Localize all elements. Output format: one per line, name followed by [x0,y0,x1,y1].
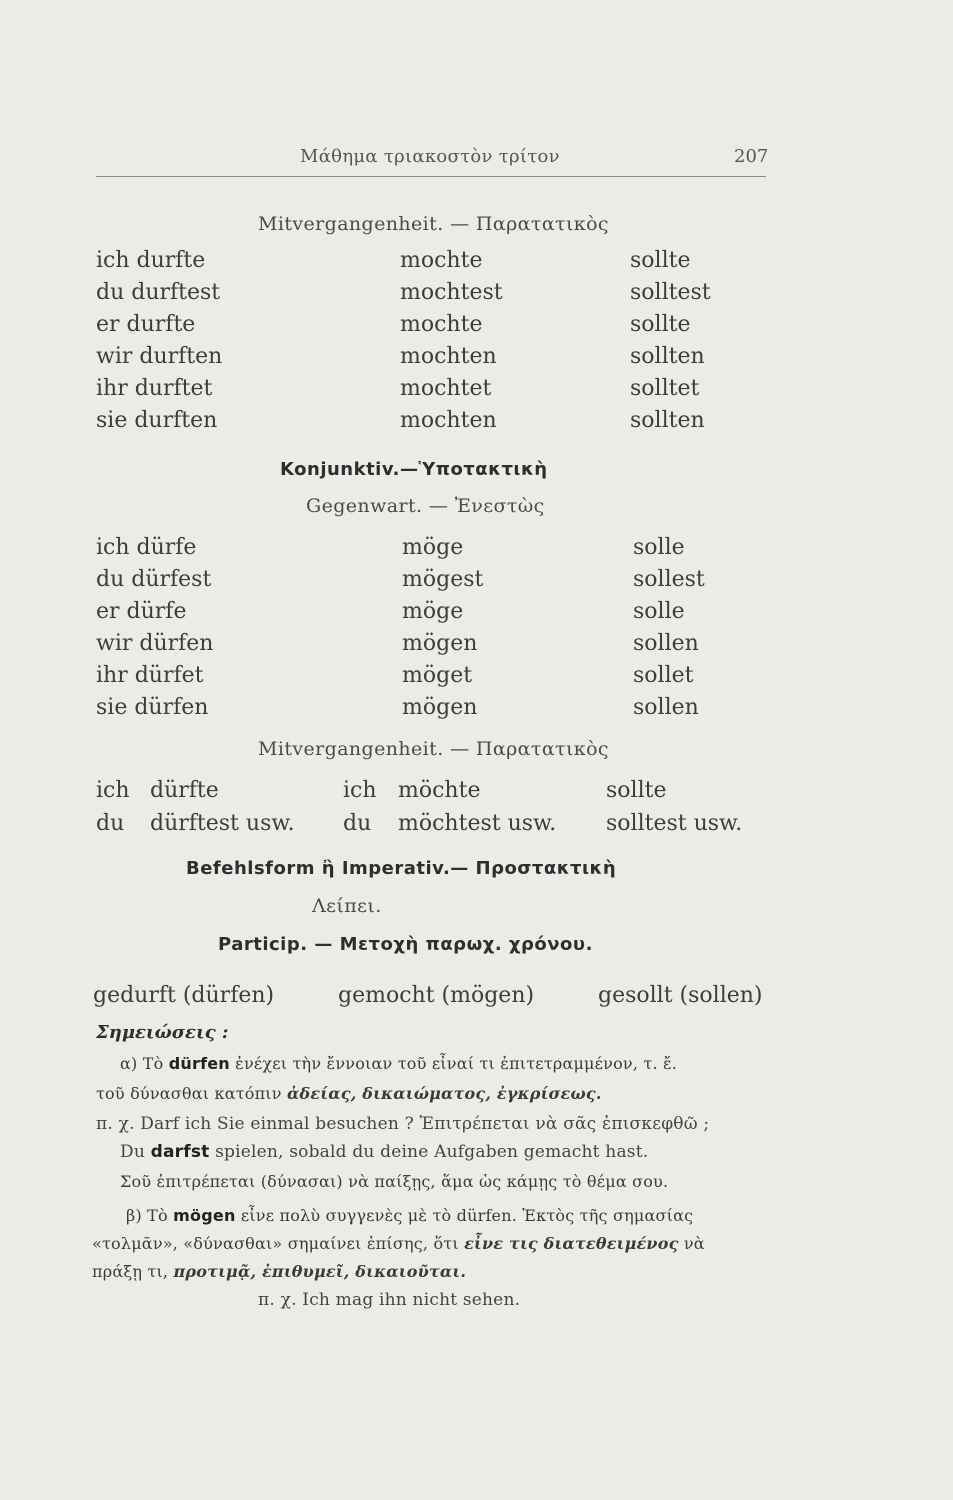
r1-form3: sollte [606,778,667,803]
mitvergangenheit-konj-heading: Mitvergangenheit. — Παρατατικὸς [258,738,609,760]
note-beta-line4: π. χ. Ich mag ihn nicht sehen. [258,1290,521,1310]
col2-row5: möget [402,663,473,688]
mitvergangenheit-heading: Mitvergangenheit. — Παρατατικὸς [258,213,609,235]
col3-row1: solle [633,535,685,560]
col3-row5: solltet [630,376,700,401]
note-alpha-line3: π. χ. Darf ich Sie einmal besuchen ? Ἐπιτρέπεται νὰ σᾶς ἐπισκεφθῶ ; [96,1114,710,1134]
page-number: 207 [734,146,769,167]
col1-row4: wir dürfen [96,631,214,656]
r1-pronoun2: ich [343,778,377,803]
col3-row5: sollet [633,663,694,688]
r2-form2: möchtest usw. [398,811,557,836]
col2-row6: mögen [402,695,478,720]
r1-form1: dürfte [150,778,219,803]
r2-form1: dürftest usw. [150,811,295,836]
col2-row3: mochte [400,312,483,337]
col1-row4: wir durften [96,344,223,369]
participle-form-2: gemocht (mögen) [338,983,535,1008]
r2-form3: solltest usw. [606,811,743,836]
participle-heading: Particip. — Μετοχὴ παρωχ. χρόνου. [218,934,593,955]
participle-form-1: gedurft (dürfen) [93,983,275,1008]
note-alpha-line5: Σοῦ ἐπιτρέπεται (δύνασαι) νὰ παίξῃς, ἅμα ὡς κάμῃς τὸ θέμα σου. [120,1172,669,1191]
col2-row5: mochtet [400,376,492,401]
note-beta-line1: β) Τὸ mögen εἶνε πολὺ συγγενὲς μὲ τὸ dürfen. Ἐκτὸς τῆς σημασίας [126,1206,694,1225]
term-darfst: darfst [150,1142,210,1162]
konjunktiv-heading: Konjunktiv.—Ὑποτακτικὴ [280,459,548,480]
col2-row3: möge [402,599,464,624]
col3-row2: solltest [630,280,711,305]
running-title: Μάθημα τριακοστὸν τρίτον [300,146,560,167]
note-alpha-line2: τοῦ δύνασθαι κατόπιν ἀδείας, δικαιώματος, ἐγκρίσεως. [96,1084,602,1103]
col3-row4: sollen [633,631,699,656]
notes-heading: Σημειώσεις : [96,1022,229,1043]
col1-row6: sie durften [96,408,218,433]
col1-row1: ich dürfe [96,535,197,560]
col2-row6: mochten [400,408,497,433]
col3-row4: sollten [630,344,705,369]
befehlsform-note: Λείπει. [312,895,382,917]
col1-row2: du dürfest [96,567,212,592]
col3-row6: sollen [633,695,699,720]
col2-row2: mögest [402,567,484,592]
col2-row2: mochtest [400,280,503,305]
col3-row2: sollest [633,567,705,592]
col3-row3: sollte [630,312,691,337]
note-alpha-line4: Du darfst spielen, sobald du deine Aufgaben gemacht hast. [120,1142,649,1162]
r2-pronoun2: du [343,811,372,836]
col2-row4: mochten [400,344,497,369]
col1-row3: er dürfe [96,599,187,624]
note-alpha-line1: α) Τὸ dürfen ἐνέχει τὴν ἔννοιαν τοῦ εἶναί τι ἐπιτετραμμένον, τ. ἔ. [120,1054,678,1073]
r2-pronoun: du [96,811,125,836]
col1-row1: ich durfte [96,248,206,273]
col1-row5: ihr durftet [96,376,213,401]
befehlsform-heading: Befehlsform ἢ Imperativ.— Προστακτικὴ [186,858,617,879]
col2-row1: möge [402,535,464,560]
gegenwart-heading: Gegenwart. — Ἐνεστὼς [306,495,545,517]
note-beta-line3: πράξῃ τι, προτιμᾷ, ἐπιθυμεῖ, δικαιοῦται. [92,1262,467,1281]
col1-row2: du durftest [96,280,221,305]
r1-form2: möchte [398,778,481,803]
participle-form-3: gesollt (sollen) [598,983,763,1008]
col3-row6: sollten [630,408,705,433]
col3-row1: sollte [630,248,691,273]
header-rule [96,176,766,177]
term-duerfen: dürfen [168,1054,230,1073]
col2-row1: mochte [400,248,483,273]
note-beta-line2: «τολμᾶν», «δύνασθαι» σημαίνει ἐπίσης, ὅτι εἶνε τις διατεθειμένος νὰ [92,1234,705,1253]
term-moegen: mögen [173,1206,236,1225]
col3-row3: solle [633,599,685,624]
col1-row6: sie dürfen [96,695,209,720]
col1-row5: ihr dürfet [96,663,204,688]
r1-pronoun: ich [96,778,130,803]
col2-row4: mögen [402,631,478,656]
col1-row3: er durfte [96,312,196,337]
